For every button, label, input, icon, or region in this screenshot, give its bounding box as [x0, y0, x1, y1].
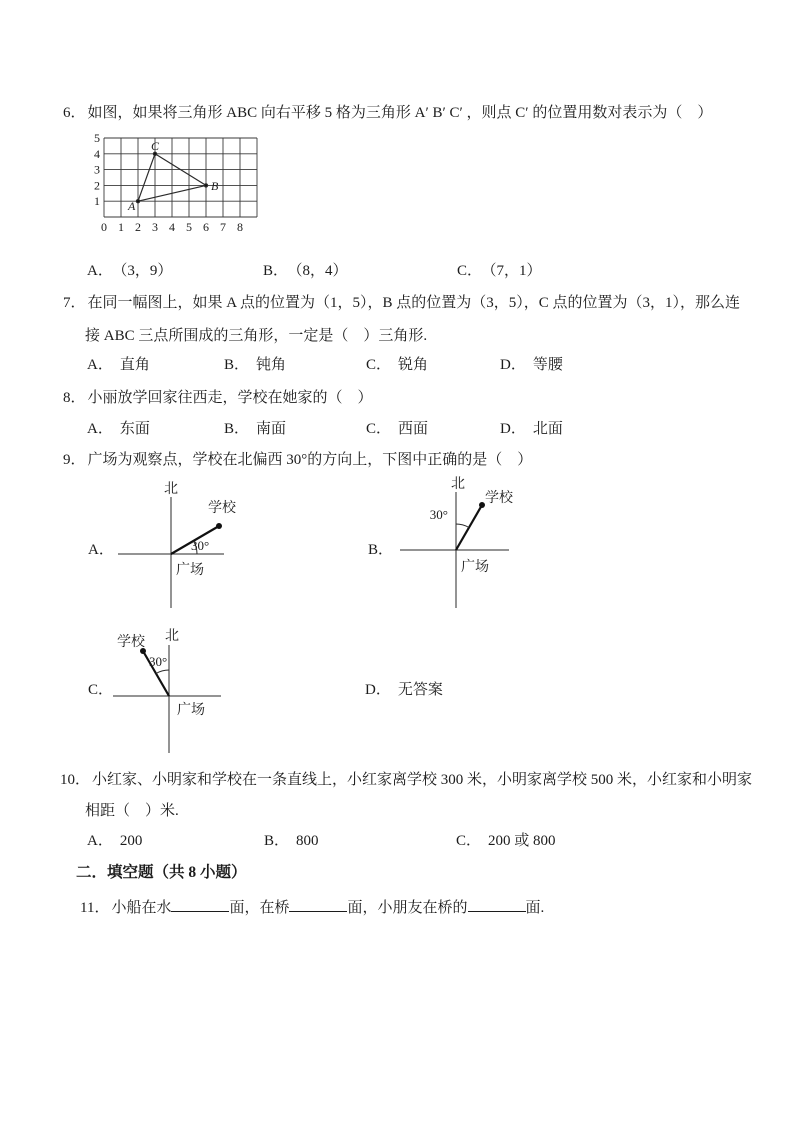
q9-option-d-text: 无答案 — [397, 682, 443, 698]
q9-option-b-label: B． — [368, 542, 394, 558]
question-7-text1: 在同一幅图上，如果 A 点的位置为（1，5），B 点的位置为（3，5），C 点的位置为（3，1），那么连 — [87, 295, 741, 311]
svg-text:1: 1 — [94, 194, 100, 209]
q6-option-c: C． （7，1） — [457, 263, 542, 279]
question-10-text1: 小红家、小明家和学校在一条直线上，小红家离学校 300 米，小明家离学校 500 米，小红家和小明家 — [92, 772, 753, 788]
diagram-a-plaza-label: 广场 — [176, 563, 204, 578]
q11-blank-2 — [289, 895, 347, 912]
diagram-c-north-label: 北 — [165, 629, 179, 644]
q11-part4: 面. — [525, 899, 545, 916]
svg-text:4: 4 — [169, 220, 175, 234]
q6-grid-figure — [92, 131, 264, 238]
q8-option-b: B． 南面 — [224, 421, 287, 437]
diagram-a-north-label: 北 — [164, 482, 178, 497]
diagram-a-school-label: 学校 — [208, 501, 236, 516]
question-8 — [63, 389, 373, 407]
svg-text:7: 7 — [220, 220, 226, 234]
question-11-number: 11． — [80, 899, 110, 916]
svg-text:8: 8 — [237, 220, 243, 234]
q11-part2: 面，在桥 — [229, 899, 290, 916]
question-7-line2 — [85, 327, 427, 345]
question-11 — [80, 895, 544, 917]
question-6-number: 6． — [63, 105, 86, 121]
vertex-b-dot — [204, 184, 207, 187]
svg-text:3: 3 — [94, 162, 100, 177]
question-9 — [63, 451, 532, 469]
diagram-c-angle-arc — [156, 670, 169, 674]
q6-option-b: B． （8，4） — [263, 263, 348, 279]
q9-option-d-label: D． — [365, 682, 391, 698]
svg-text:5: 5 — [186, 220, 192, 234]
question-9-number: 9． — [63, 452, 86, 468]
grid-lines — [104, 138, 257, 217]
question-7-text2: 接 ABC 三点所围成的三角形，一定是（ ）三角形. — [85, 328, 428, 344]
diagram-b-angle-arc — [456, 524, 469, 528]
q7-option-b: B． 钝角 — [224, 357, 287, 373]
q11-part1: 小船在水 — [111, 899, 172, 916]
svg-text:1: 1 — [118, 220, 124, 234]
q7-option-d: D． 等腰 — [500, 357, 563, 373]
q9-option-a-label: A． — [88, 542, 114, 558]
svg-text:0: 0 — [101, 220, 107, 234]
svg-text:5: 5 — [94, 131, 100, 145]
q11-part3: 面，小朋友在桥的 — [347, 899, 468, 916]
x-axis-labels — [101, 220, 243, 234]
question-10-text2: 相距（ ）米. — [85, 803, 179, 819]
svg-text:4: 4 — [94, 146, 100, 161]
question-10-line1 — [60, 771, 752, 789]
q7-option-a: A． 直角 — [87, 357, 150, 373]
section-2-header: 二．填空题（共 8 小题） — [76, 864, 247, 881]
diagram-b-plaza-label: 广场 — [461, 560, 489, 575]
diagram-b-angle-label: 30° — [429, 507, 448, 522]
q8-option-d: D． 北面 — [500, 421, 563, 437]
diagram-a-angle-label: 30° — [191, 538, 210, 553]
q10-option-a: A． 200 — [87, 833, 143, 849]
svg-text:6: 6 — [203, 220, 209, 234]
question-8-number: 8． — [63, 390, 86, 406]
diagram-c-school-label: 学校 — [117, 635, 145, 650]
diagram-c-plaza-label: 广场 — [177, 703, 205, 718]
q8-option-a: A． 东面 — [87, 421, 150, 437]
q7-option-c: C． 锐角 — [366, 357, 429, 373]
question-6 — [63, 104, 712, 122]
q9-diagram-a — [110, 474, 250, 614]
question-7-line1 — [63, 294, 740, 312]
q11-blank-1 — [171, 895, 229, 912]
vertex-a-label: A — [128, 199, 136, 213]
question-8-text: 小丽放学回家往西走，学校在她家的（ ） — [87, 390, 373, 406]
vertex-a-dot — [136, 200, 139, 203]
diagram-b-north-label: 北 — [451, 477, 465, 492]
diagram-c-angle-label: 30° — [149, 654, 168, 669]
q9-diagram-c — [100, 620, 230, 758]
diagram-b-school-label: 学校 — [485, 491, 513, 506]
q10-option-b: B． 800 — [264, 833, 319, 849]
question-9-text: 广场为观察点，学校在北偏西 30°的方向上，下图中正确的是（ ） — [87, 452, 533, 468]
vertex-c-label: C — [151, 139, 160, 153]
svg-text:2: 2 — [94, 178, 100, 193]
diagram-a-school-dot — [216, 523, 222, 529]
y-axis-labels — [94, 131, 100, 208]
question-10-number: 10． — [60, 772, 91, 788]
q8-option-c: C． 西面 — [366, 421, 429, 437]
q9-option-c-label: C． — [88, 682, 114, 698]
q9-option-d — [365, 681, 443, 699]
q9-diagram-b — [395, 470, 520, 612]
svg-text:2: 2 — [135, 220, 141, 234]
svg-text:3: 3 — [152, 220, 158, 234]
question-6-text: 如图，如果将三角形 ABC 向右平移 5 格为三角形 A′ B′ C′ ，则点 C′ 的位置用数对表示为（ ） — [87, 105, 713, 121]
q11-blank-3 — [468, 895, 526, 912]
q6-option-a: A． （3，9） — [87, 263, 173, 279]
question-10-line2 — [85, 802, 179, 820]
q10-option-c: C． 200 或 800 — [456, 833, 556, 849]
vertex-b-label: B — [211, 179, 219, 193]
question-7-number: 7． — [63, 295, 86, 311]
